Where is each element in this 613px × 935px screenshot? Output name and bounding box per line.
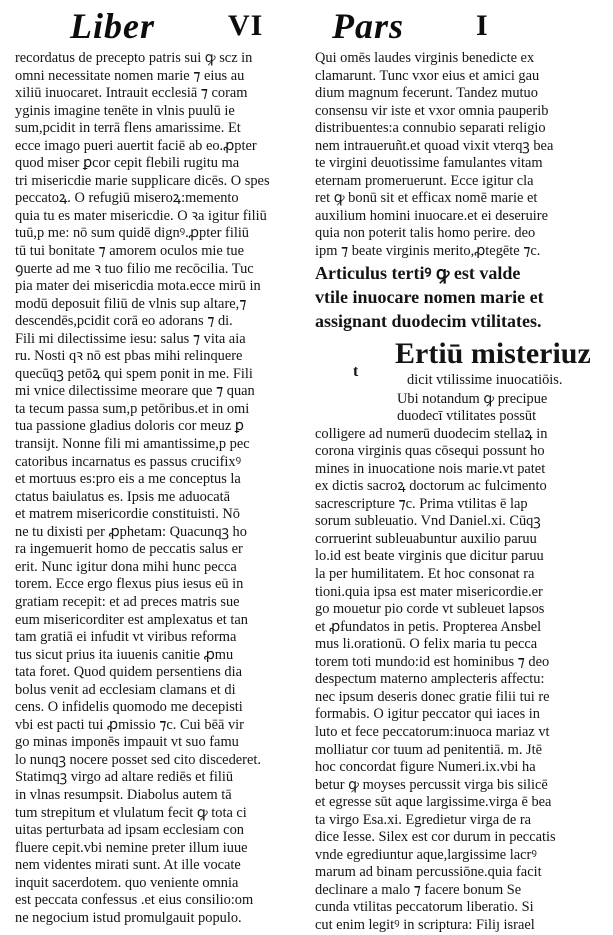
text-line: molliatur cor tuum ad penitentiā. m. Jtē [315, 741, 542, 758]
text-line: fluere cepit.vbi nemine preter illum iuue [15, 839, 248, 856]
text-line: dium magnum fecerunt. Tandez mutuo [315, 85, 538, 102]
initial-subline: dicit vtilissime inuocatiōis. [407, 371, 563, 388]
text-line: cunda vtilitas peccatorum liberatio. Si [315, 899, 534, 916]
text-line: quia non poterit talis homo perire. deo [315, 225, 536, 242]
text-line: bolus venit ad ecclesiam clamans et di [15, 681, 236, 698]
text-line: go mouetur pio corde vt subleuet lapsos [315, 601, 545, 618]
text-line: descendēs,pcidit corā eo adorans ⁊ di. [15, 313, 233, 330]
text-line: lo nunqꝫ nocere posset sed cito discederet. [15, 751, 261, 768]
text-line: in vlnas resumpsit. Diabolus autem tā [15, 786, 232, 803]
text-line: pia mater dei misericdia mota.ecce mirū in [15, 278, 261, 295]
text-line: tam gratiā ei infudit vt viribus reforma [15, 629, 237, 646]
text-line: Qui omēs laudes virginis benedicte ex [315, 50, 535, 66]
text-line: recordatus de precepto patris sui ꝙ scz in [15, 50, 253, 66]
text-line: ex dictis sacroꝝ doctorum ac fulcimento [315, 478, 547, 495]
text-line: formabis. O igitur peccator qui iaces in [315, 706, 540, 723]
text-line: est peccata confessus .et eius consilio:om [15, 892, 254, 909]
header-book-numeral: VI [228, 9, 264, 42]
right-column-bottom [315, 426, 605, 935]
text-line: ta virgo Esa.xi. Egredietur virga de ra [315, 811, 532, 828]
text-line: mines in inuocatione nois marie.vt patet [315, 460, 546, 477]
text-line: tuū,p me: nō sum quidē dignꝰ.ꝓpter filiū [15, 225, 250, 242]
header-part-numeral: I [476, 9, 489, 42]
text-line: vtile inuocare nomen marie et [315, 286, 544, 307]
text-line: nem videntes mirati sunt. At ille vocate [15, 857, 241, 874]
header-pars: Pars [332, 6, 405, 46]
right-text-column [315, 50, 605, 933]
text-line: et egresse sūt aque largissime.virga ē bea [315, 794, 552, 811]
text-line: tū tui bonitate ⁊ amorem oculos mie tue [15, 243, 244, 260]
text-line: Fili mi dilectissime iesu: salus ⁊ vita aia [15, 330, 246, 347]
text-line: Articulus tertiꝰ ꝙ est valde [315, 262, 521, 283]
text-line: ctatus baiulatus es. Ipsis me aduocatā [15, 488, 230, 505]
text-line: Ubi notandum ꝙ precipue [397, 390, 548, 407]
text-line: tioni.quia ipsa est mater misericordie.er [315, 583, 543, 600]
text-line: hoc concordat figure Numeri.ix.vbi ha [315, 759, 536, 776]
text-line: quecūqꝫ petōꝝ qui spem ponit in me. Fili [15, 365, 253, 382]
text-line: declinare a malo ⁊ facere bonum Se [315, 881, 522, 898]
text-line: catoribus incarnatus es passus crucifixꝰ [15, 453, 242, 470]
text-line: ta tecum passa sum,p petōribus.et in omi [15, 400, 250, 417]
text-line: ecce imago pueri auertit faciē ab eo.ꝓpter [15, 137, 257, 154]
left-text-column [15, 50, 300, 926]
text-line: colligere ad numerū duodecim stellaꝝ in [315, 425, 548, 442]
right-column-top [315, 50, 605, 261]
text-line: gratiam recepit: et ad preces matris sue [15, 593, 240, 610]
text-line: tum strepitum et vlulatum fecit ꝙ tota ci [15, 804, 247, 821]
text-line: nem intraueruñt.et quoad vixit vterqꝫ bea [315, 137, 554, 154]
text-line: tata foret. Quod quidem persentiens dia [15, 664, 242, 681]
text-line: corruerint subleuabuntur auxilio paruu [315, 530, 537, 547]
text-line: torem toti mundo:id est hominibus ⁊ deo [315, 653, 550, 670]
text-line: cut enim legitꝰ in scriptura: Filiȷ israel [315, 916, 535, 933]
initial-word: Ertiū misteriuz [395, 336, 591, 370]
text-line: sum,pcidit in terrā flens amarissime. Et [15, 120, 241, 137]
text-line: ne negocium istud promulgauit populo. [15, 909, 242, 926]
text-line: te virgini deuotissime famulantes vitam [315, 155, 543, 172]
text-line: quia tu es mater misericdie. O ꝛa igitur filiū [15, 207, 267, 224]
text-line: inquit sacerdotem. quo veniente omnia [15, 874, 239, 891]
text-line: xiliū inuocaret. Intrauit ecclesiā ⁊ coram [15, 85, 248, 102]
text-line: tua passione gladius doloris cor meuz ꝑ [15, 418, 244, 435]
text-line: nec ipsum deseris donec gratie filii tui re [315, 688, 550, 705]
initial-letter: t [353, 362, 359, 380]
text-line: duodecī vtilitates possūt [397, 408, 537, 425]
text-line: ra ingemuerit homo de peccatis salus er [15, 541, 243, 558]
text-line: despectum materno amplecteris affectu: [315, 671, 545, 688]
text-line: mus li.orationū. O felix maria tu pecca [315, 636, 538, 653]
text-line: consensu vir iste et vxor omnia pauperib [315, 102, 549, 119]
text-line: auxilium homini inuocare.et ei deseruire [315, 207, 548, 224]
text-line: ne tu dixisti per ꝓphetam: Quacunqꝫ ho [15, 523, 247, 540]
text-line: uitas perturbata ad ipsam ecclesiam con [15, 822, 244, 839]
text-line: torem. Ecce ergo flexus pius iesus eū in [15, 576, 244, 593]
text-line: distribuentes:a connubio separati religio [315, 120, 546, 137]
text-line: ret ꝙ bonū sit et efficax nomē marie et [315, 190, 538, 207]
text-line: lo.id est beate virginis que dicitur paruu [315, 548, 544, 565]
indented-lines [315, 391, 605, 426]
text-line: erit. Nunc igitur dona mihi hunc pecca [15, 558, 237, 575]
text-line: quod miser ꝑcor cepit flebili rugitu ma [15, 155, 240, 172]
header-liber: Liber [70, 6, 155, 46]
text-line: tus sicut prius ita iuuenis canitie ꝓmu [15, 646, 234, 663]
decorated-initial-block [315, 337, 605, 391]
text-line: cens. O infidelis quomodo me decepisti [15, 699, 243, 716]
running-header [0, 0, 613, 52]
text-line: sacrescripture ⁊c. Prima vtilitas ē lap [315, 495, 528, 512]
text-line: eum misericorditer est amplexatus et tan [15, 611, 248, 628]
text-line: transijt. Nonne fili mi amantissime,p pec [15, 436, 250, 453]
text-line: vbi est pacti tui ꝓmissio ⁊c. Cui bēā vir [15, 716, 244, 733]
text-line: corona virginis quas cōsequi possunt ho [315, 443, 545, 460]
text-line: go minas imponēs impauit vt suo famu [15, 734, 239, 751]
text-line: peccatoꝝ. O refugiū miseroꝝ:memento [15, 190, 239, 207]
text-line: et matrem misericordie constituisti. Nō [15, 506, 241, 523]
text-line: ipm ⁊ beate virginis merito,ꝓtegēte ⁊c. [315, 243, 541, 260]
text-line: tri misericdie marie supplicare dicēs. O spes [15, 172, 270, 189]
text-line: luto et fece peccatorum:inuoca mariaz vt [315, 723, 550, 740]
text-line: clamarunt. Tunc vxor eius et amici gau [315, 67, 540, 84]
text-line: marum ad binam percussiōne.quia facit [315, 864, 542, 881]
text-line: vnde egrediuntur aque,largissime lacrꝰ [315, 846, 537, 863]
text-line: et ꝓfundatos in petis. Propterea Ansbel [315, 618, 542, 635]
text-line: assignant duodecim vtilitates. [315, 310, 542, 331]
text-line: ꝯuerte ad me ꝛ tuo filio me recōcilia. Tuc [15, 260, 254, 277]
text-line: omni necessitate nomen marie ⁊ eius au [15, 67, 245, 84]
text-line: modū deposuit filiū de vlnis sup altare,⁊ [15, 295, 247, 312]
text-line: la per humilitatem. Et hoc consonat ra [315, 566, 535, 583]
text-line: Statimqꝫ virgo ad altare rediēs et filiū [15, 769, 234, 786]
text-line: dice Iesse. Silex est cor durum in peccatis [315, 829, 556, 846]
text-line: sorum subleuatio. Vnd Daniel.xi. Cūqꝫ [315, 513, 541, 530]
text-line: eternam promeruerunt. Ecce igitur cla [315, 172, 534, 189]
text-line: et mortuus es:pro eis a me conceptus la [15, 471, 241, 488]
text-line: mi vnice dilectissime meorare que ⁊ quan [15, 383, 255, 400]
article-heading [315, 261, 605, 333]
text-line: yginis imagine tenēte in vlnis puulū ie [15, 102, 235, 119]
text-line: betur ꝙ moyses percussit virga bis silicē [315, 776, 548, 793]
text-line: ru. Nosti qꝛ nō est pbas mihi relinquere [15, 348, 243, 365]
